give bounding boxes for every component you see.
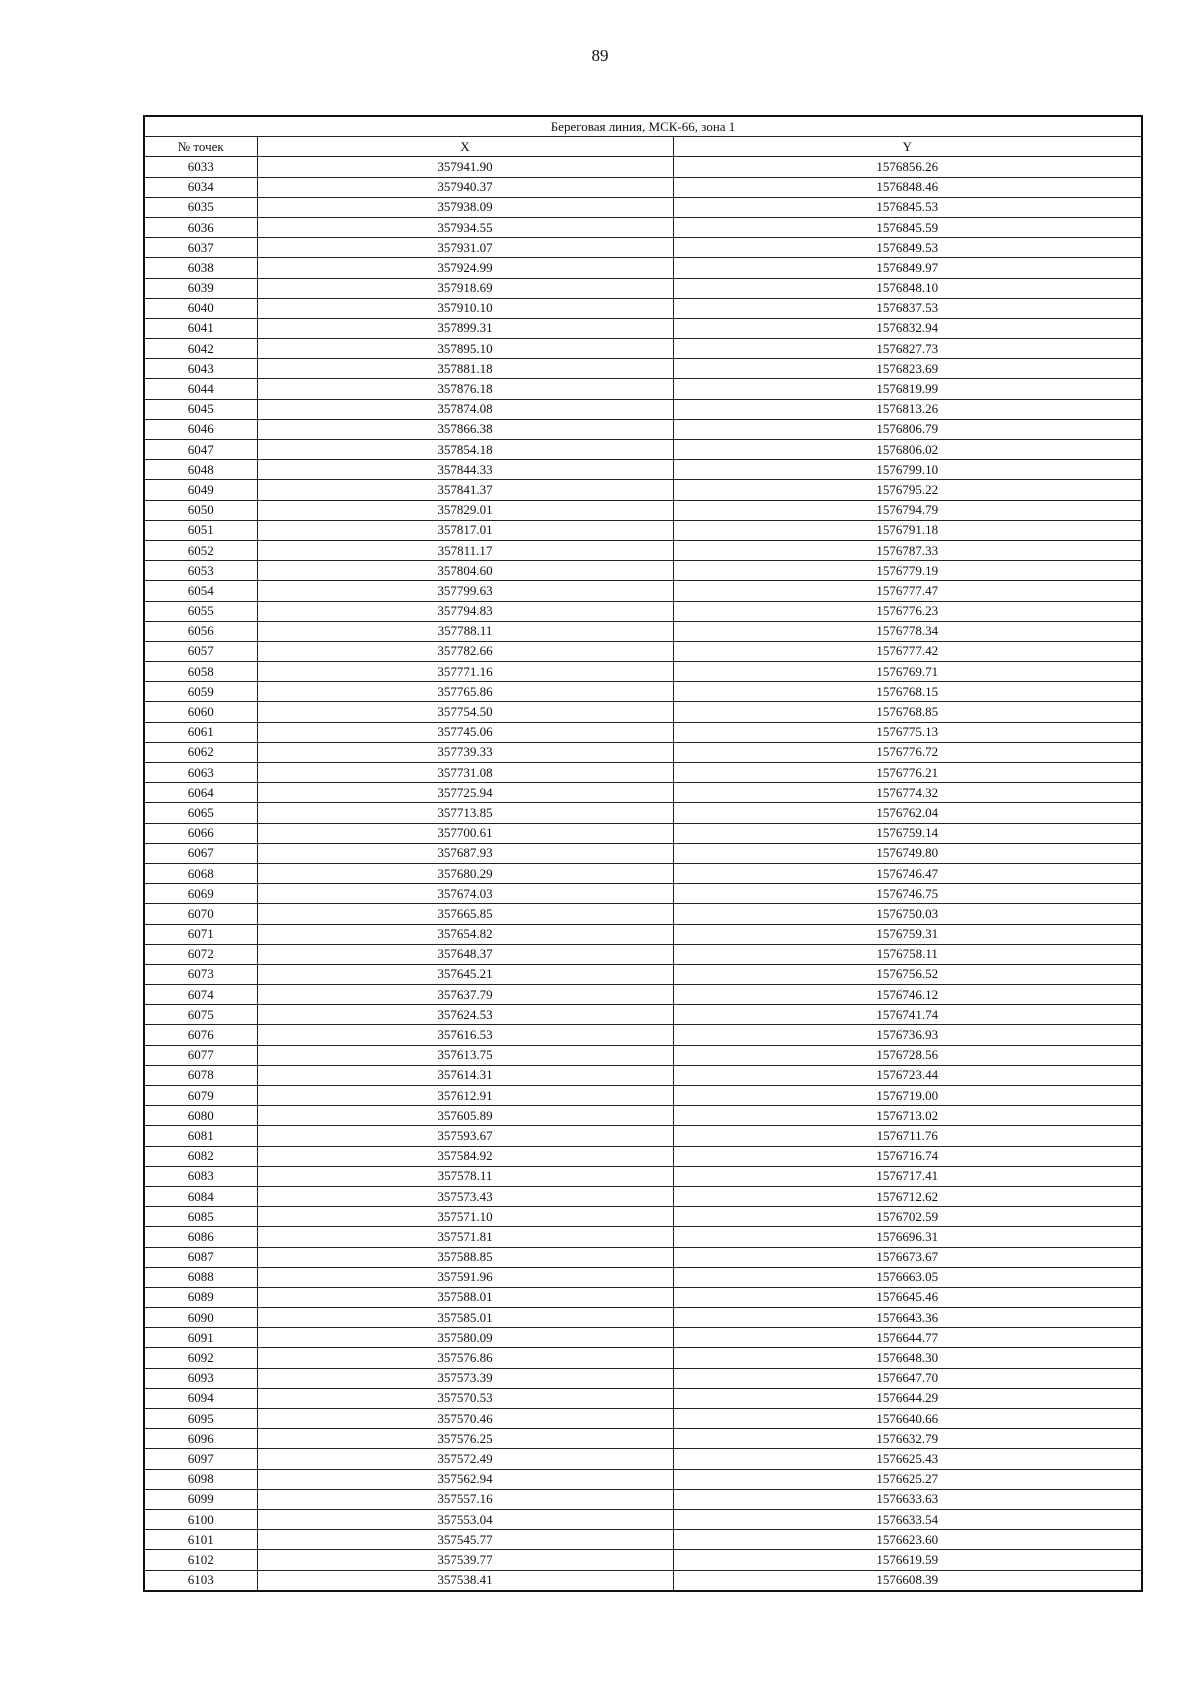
column-header-point-number: № точек [144,137,257,157]
y-coordinate-cell: 1576673.67 [673,1247,1142,1267]
x-coordinate-cell: 357545.77 [257,1530,673,1550]
table-row [144,500,1142,520]
point-number-cell: 6050 [144,500,257,520]
x-coordinate-cell: 357616.53 [257,1025,673,1045]
table-row [144,1348,1142,1368]
x-coordinate-cell: 357578.11 [257,1166,673,1186]
table-row [144,1328,1142,1348]
point-number-cell: 6071 [144,924,257,944]
x-coordinate-cell: 357765.86 [257,682,673,702]
y-coordinate-cell: 1576758.11 [673,944,1142,964]
point-number-cell: 6061 [144,722,257,742]
y-coordinate-cell: 1576712.62 [673,1186,1142,1206]
x-coordinate-cell: 357576.25 [257,1429,673,1449]
table-body [144,157,1142,1591]
table-row [144,621,1142,641]
table-row [144,157,1142,177]
table-row [144,298,1142,318]
table-row [144,520,1142,540]
point-number-cell: 6033 [144,157,257,177]
point-number-cell: 6079 [144,1086,257,1106]
table-row [144,1267,1142,1287]
y-coordinate-cell: 1576776.21 [673,763,1142,783]
y-coordinate-cell: 1576645.46 [673,1287,1142,1307]
point-number-cell: 6089 [144,1287,257,1307]
y-coordinate-cell: 1576768.85 [673,702,1142,722]
y-coordinate-cell: 1576776.72 [673,742,1142,762]
table-row [144,1086,1142,1106]
y-coordinate-cell: 1576643.36 [673,1308,1142,1328]
point-number-cell: 6052 [144,540,257,560]
table-row [144,985,1142,1005]
table-row [144,1247,1142,1267]
y-coordinate-cell: 1576648.30 [673,1348,1142,1368]
x-coordinate-cell: 357571.10 [257,1207,673,1227]
point-number-cell: 6075 [144,1005,257,1025]
point-number-cell: 6102 [144,1550,257,1570]
x-coordinate-cell: 357553.04 [257,1509,673,1529]
table-row [144,884,1142,904]
point-number-cell: 6084 [144,1186,257,1206]
y-coordinate-cell: 1576759.14 [673,823,1142,843]
x-coordinate-cell: 357713.85 [257,803,673,823]
point-number-cell: 6041 [144,318,257,338]
x-coordinate-cell: 357570.53 [257,1388,673,1408]
y-coordinate-cell: 1576625.43 [673,1449,1142,1469]
y-coordinate-cell: 1576791.18 [673,520,1142,540]
y-coordinate-cell: 1576746.47 [673,863,1142,883]
table-row [144,1409,1142,1429]
coordinates-table [143,115,1143,1592]
point-number-cell: 6042 [144,339,257,359]
x-coordinate-cell: 357794.83 [257,601,673,621]
x-coordinate-cell: 357576.86 [257,1348,673,1368]
x-coordinate-cell: 357614.31 [257,1065,673,1085]
point-number-cell: 6035 [144,197,257,217]
point-number-cell: 6055 [144,601,257,621]
y-coordinate-cell: 1576759.31 [673,924,1142,944]
y-coordinate-cell: 1576823.69 [673,359,1142,379]
x-coordinate-cell: 357754.50 [257,702,673,722]
x-coordinate-cell: 357674.03 [257,884,673,904]
point-number-cell: 6067 [144,843,257,863]
table-row [144,1429,1142,1449]
y-coordinate-cell: 1576749.80 [673,843,1142,863]
point-number-cell: 6093 [144,1368,257,1388]
y-coordinate-cell: 1576777.47 [673,581,1142,601]
x-coordinate-cell: 357931.07 [257,238,673,258]
y-coordinate-cell: 1576837.53 [673,298,1142,318]
table-row [144,1368,1142,1388]
table-row [144,480,1142,500]
x-coordinate-cell: 357788.11 [257,621,673,641]
x-coordinate-cell: 357725.94 [257,783,673,803]
x-coordinate-cell: 357876.18 [257,379,673,399]
x-coordinate-cell: 357874.08 [257,399,673,419]
table-row [144,662,1142,682]
point-number-cell: 6051 [144,520,257,540]
point-number-cell: 6070 [144,904,257,924]
y-coordinate-cell: 1576776.23 [673,601,1142,621]
x-coordinate-cell: 357854.18 [257,440,673,460]
y-coordinate-cell: 1576756.52 [673,964,1142,984]
y-coordinate-cell: 1576746.12 [673,985,1142,1005]
table-row [144,1449,1142,1469]
point-number-cell: 6088 [144,1267,257,1287]
table-row [144,1287,1142,1307]
point-number-cell: 6085 [144,1207,257,1227]
point-number-cell: 6034 [144,177,257,197]
point-number-cell: 6092 [144,1348,257,1368]
y-coordinate-cell: 1576633.54 [673,1509,1142,1529]
table-row [144,379,1142,399]
x-coordinate-cell: 357605.89 [257,1106,673,1126]
table-row [144,1489,1142,1509]
point-number-cell: 6065 [144,803,257,823]
y-coordinate-cell: 1576819.99 [673,379,1142,399]
table-row [144,1308,1142,1328]
x-coordinate-cell: 357654.82 [257,924,673,944]
table-title-row [144,116,1142,137]
y-coordinate-cell: 1576787.33 [673,540,1142,560]
x-coordinate-cell: 357910.10 [257,298,673,318]
y-coordinate-cell: 1576647.70 [673,1368,1142,1388]
point-number-cell: 6037 [144,238,257,258]
x-coordinate-cell: 357645.21 [257,964,673,984]
point-number-cell: 6048 [144,460,257,480]
point-number-cell: 6063 [144,763,257,783]
x-coordinate-cell: 357811.17 [257,540,673,560]
table-row [144,944,1142,964]
table-row [144,1550,1142,1570]
table-row [144,1207,1142,1227]
y-coordinate-cell: 1576794.79 [673,500,1142,520]
x-coordinate-cell: 357613.75 [257,1045,673,1065]
y-coordinate-cell: 1576845.53 [673,197,1142,217]
point-number-cell: 6068 [144,863,257,883]
y-coordinate-cell: 1576856.26 [673,157,1142,177]
x-coordinate-cell: 357799.63 [257,581,673,601]
x-coordinate-cell: 357941.90 [257,157,673,177]
y-coordinate-cell: 1576644.77 [673,1328,1142,1348]
y-coordinate-cell: 1576741.74 [673,1005,1142,1025]
table-row [144,177,1142,197]
table-row [144,601,1142,621]
point-number-cell: 6072 [144,944,257,964]
point-number-cell: 6074 [144,985,257,1005]
table-row [144,1045,1142,1065]
point-number-cell: 6047 [144,440,257,460]
point-number-cell: 6057 [144,641,257,661]
table-row [144,964,1142,984]
column-header-y: Y [673,137,1142,157]
x-coordinate-cell: 357934.55 [257,217,673,237]
point-number-cell: 6082 [144,1146,257,1166]
point-number-cell: 6081 [144,1126,257,1146]
x-coordinate-cell: 357591.96 [257,1267,673,1287]
table-row [144,278,1142,298]
table-row [144,258,1142,278]
table-row [144,318,1142,338]
y-coordinate-cell: 1576640.66 [673,1409,1142,1429]
y-coordinate-cell: 1576716.74 [673,1146,1142,1166]
x-coordinate-cell: 357739.33 [257,742,673,762]
point-number-cell: 6080 [144,1106,257,1126]
table-title: Береговая линия, МСК-66, зона 1 [144,116,1142,137]
x-coordinate-cell: 357918.69 [257,278,673,298]
x-coordinate-cell: 357844.33 [257,460,673,480]
point-number-cell: 6094 [144,1388,257,1408]
table-row [144,238,1142,258]
y-coordinate-cell: 1576832.94 [673,318,1142,338]
table-row [144,843,1142,863]
table-row [144,1530,1142,1550]
table-row [144,399,1142,419]
table-row [144,742,1142,762]
table-row [144,904,1142,924]
table-row [144,682,1142,702]
x-coordinate-cell: 357572.49 [257,1449,673,1469]
x-coordinate-cell: 357648.37 [257,944,673,964]
y-coordinate-cell: 1576762.04 [673,803,1142,823]
y-coordinate-cell: 1576663.05 [673,1267,1142,1287]
y-coordinate-cell: 1576644.29 [673,1388,1142,1408]
point-number-cell: 6086 [144,1227,257,1247]
table-row [144,540,1142,560]
y-coordinate-cell: 1576845.59 [673,217,1142,237]
x-coordinate-cell: 357841.37 [257,480,673,500]
point-number-cell: 6095 [144,1409,257,1429]
x-coordinate-cell: 357573.39 [257,1368,673,1388]
y-coordinate-cell: 1576608.39 [673,1570,1142,1591]
table-row [144,359,1142,379]
x-coordinate-cell: 357866.38 [257,419,673,439]
y-coordinate-cell: 1576769.71 [673,662,1142,682]
x-coordinate-cell: 357585.01 [257,1308,673,1328]
x-coordinate-cell: 357665.85 [257,904,673,924]
x-coordinate-cell: 357624.53 [257,1005,673,1025]
y-coordinate-cell: 1576632.79 [673,1429,1142,1449]
y-coordinate-cell: 1576774.32 [673,783,1142,803]
point-number-cell: 6083 [144,1166,257,1186]
point-number-cell: 6049 [144,480,257,500]
y-coordinate-cell: 1576717.41 [673,1166,1142,1186]
point-number-cell: 6100 [144,1509,257,1529]
x-coordinate-cell: 357940.37 [257,177,673,197]
table-row [144,460,1142,480]
point-number-cell: 6038 [144,258,257,278]
table-row [144,702,1142,722]
y-coordinate-cell: 1576625.27 [673,1469,1142,1489]
point-number-cell: 6053 [144,561,257,581]
point-number-cell: 6045 [144,399,257,419]
point-number-cell: 6046 [144,419,257,439]
point-number-cell: 6066 [144,823,257,843]
point-number-cell: 6090 [144,1308,257,1328]
y-coordinate-cell: 1576736.93 [673,1025,1142,1045]
point-number-cell: 6087 [144,1247,257,1267]
column-header-x: X [257,137,673,157]
x-coordinate-cell: 357588.85 [257,1247,673,1267]
y-coordinate-cell: 1576702.59 [673,1207,1142,1227]
table-row [144,197,1142,217]
y-coordinate-cell: 1576711.76 [673,1126,1142,1146]
y-coordinate-cell: 1576848.10 [673,278,1142,298]
table-row [144,641,1142,661]
point-number-cell: 6054 [144,581,257,601]
y-coordinate-cell: 1576746.75 [673,884,1142,904]
point-number-cell: 6043 [144,359,257,379]
x-coordinate-cell: 357570.46 [257,1409,673,1429]
table-row [144,419,1142,439]
point-number-cell: 6073 [144,964,257,984]
y-coordinate-cell: 1576848.46 [673,177,1142,197]
y-coordinate-cell: 1576777.42 [673,641,1142,661]
x-coordinate-cell: 357539.77 [257,1550,673,1570]
x-coordinate-cell: 357771.16 [257,662,673,682]
y-coordinate-cell: 1576806.79 [673,419,1142,439]
point-number-cell: 6077 [144,1045,257,1065]
table-row [144,924,1142,944]
y-coordinate-cell: 1576775.13 [673,722,1142,742]
point-number-cell: 6103 [144,1570,257,1591]
x-coordinate-cell: 357588.01 [257,1287,673,1307]
table-row [144,722,1142,742]
x-coordinate-cell: 357612.91 [257,1086,673,1106]
table-row [144,339,1142,359]
x-coordinate-cell: 357584.92 [257,1146,673,1166]
point-number-cell: 6076 [144,1025,257,1045]
y-coordinate-cell: 1576723.44 [673,1065,1142,1085]
y-coordinate-cell: 1576713.02 [673,1106,1142,1126]
point-number-cell: 6078 [144,1065,257,1085]
x-coordinate-cell: 357700.61 [257,823,673,843]
x-coordinate-cell: 357804.60 [257,561,673,581]
x-coordinate-cell: 357899.31 [257,318,673,338]
table-row [144,1146,1142,1166]
point-number-cell: 6044 [144,379,257,399]
table-row [144,783,1142,803]
point-number-cell: 6097 [144,1449,257,1469]
y-coordinate-cell: 1576806.02 [673,440,1142,460]
point-number-cell: 6058 [144,662,257,682]
y-coordinate-cell: 1576849.97 [673,258,1142,278]
x-coordinate-cell: 357924.99 [257,258,673,278]
table-row [144,1570,1142,1591]
y-coordinate-cell: 1576795.22 [673,480,1142,500]
y-coordinate-cell: 1576750.03 [673,904,1142,924]
table-row [144,1065,1142,1085]
table-row [144,1469,1142,1489]
point-number-cell: 6060 [144,702,257,722]
point-number-cell: 6098 [144,1469,257,1489]
x-coordinate-cell: 357593.67 [257,1126,673,1146]
table-header-row [144,137,1142,157]
x-coordinate-cell: 357829.01 [257,500,673,520]
table-row [144,217,1142,237]
x-coordinate-cell: 357817.01 [257,520,673,540]
point-number-cell: 6101 [144,1530,257,1550]
y-coordinate-cell: 1576768.15 [673,682,1142,702]
x-coordinate-cell: 357538.41 [257,1570,673,1591]
table-row [144,1166,1142,1186]
x-coordinate-cell: 357557.16 [257,1489,673,1509]
table-row [144,1186,1142,1206]
y-coordinate-cell: 1576619.59 [673,1550,1142,1570]
table-row [144,1509,1142,1529]
y-coordinate-cell: 1576799.10 [673,460,1142,480]
table-row [144,561,1142,581]
y-coordinate-cell: 1576696.31 [673,1227,1142,1247]
table-row [144,763,1142,783]
x-coordinate-cell: 357571.81 [257,1227,673,1247]
table-row [144,823,1142,843]
x-coordinate-cell: 357881.18 [257,359,673,379]
table-row [144,1126,1142,1146]
point-number-cell: 6096 [144,1429,257,1449]
point-number-cell: 6059 [144,682,257,702]
x-coordinate-cell: 357687.93 [257,843,673,863]
y-coordinate-cell: 1576778.34 [673,621,1142,641]
x-coordinate-cell: 357731.08 [257,763,673,783]
page-number: 89 [591,46,609,65]
table-row [144,1388,1142,1408]
y-coordinate-cell: 1576623.60 [673,1530,1142,1550]
y-coordinate-cell: 1576849.53 [673,238,1142,258]
x-coordinate-cell: 357680.29 [257,863,673,883]
y-coordinate-cell: 1576813.26 [673,399,1142,419]
x-coordinate-cell: 357938.09 [257,197,673,217]
y-coordinate-cell: 1576779.19 [673,561,1142,581]
point-number-cell: 6062 [144,742,257,762]
table-row [144,803,1142,823]
x-coordinate-cell: 357637.79 [257,985,673,1005]
x-coordinate-cell: 357782.66 [257,641,673,661]
point-number-cell: 6091 [144,1328,257,1348]
table-row [144,1005,1142,1025]
point-number-cell: 6040 [144,298,257,318]
point-number-cell: 6056 [144,621,257,641]
y-coordinate-cell: 1576728.56 [673,1045,1142,1065]
table-row [144,1106,1142,1126]
x-coordinate-cell: 357573.43 [257,1186,673,1206]
point-number-cell: 6036 [144,217,257,237]
point-number-cell: 6099 [144,1489,257,1509]
table-row [144,440,1142,460]
table-row [144,1025,1142,1045]
table-row [144,863,1142,883]
table-row [144,581,1142,601]
y-coordinate-cell: 1576633.63 [673,1489,1142,1509]
x-coordinate-cell: 357745.06 [257,722,673,742]
x-coordinate-cell: 357580.09 [257,1328,673,1348]
y-coordinate-cell: 1576827.73 [673,339,1142,359]
table-row [144,1227,1142,1247]
x-coordinate-cell: 357562.94 [257,1469,673,1489]
x-coordinate-cell: 357895.10 [257,339,673,359]
point-number-cell: 6069 [144,884,257,904]
y-coordinate-cell: 1576719.00 [673,1086,1142,1106]
point-number-cell: 6064 [144,783,257,803]
point-number-cell: 6039 [144,278,257,298]
